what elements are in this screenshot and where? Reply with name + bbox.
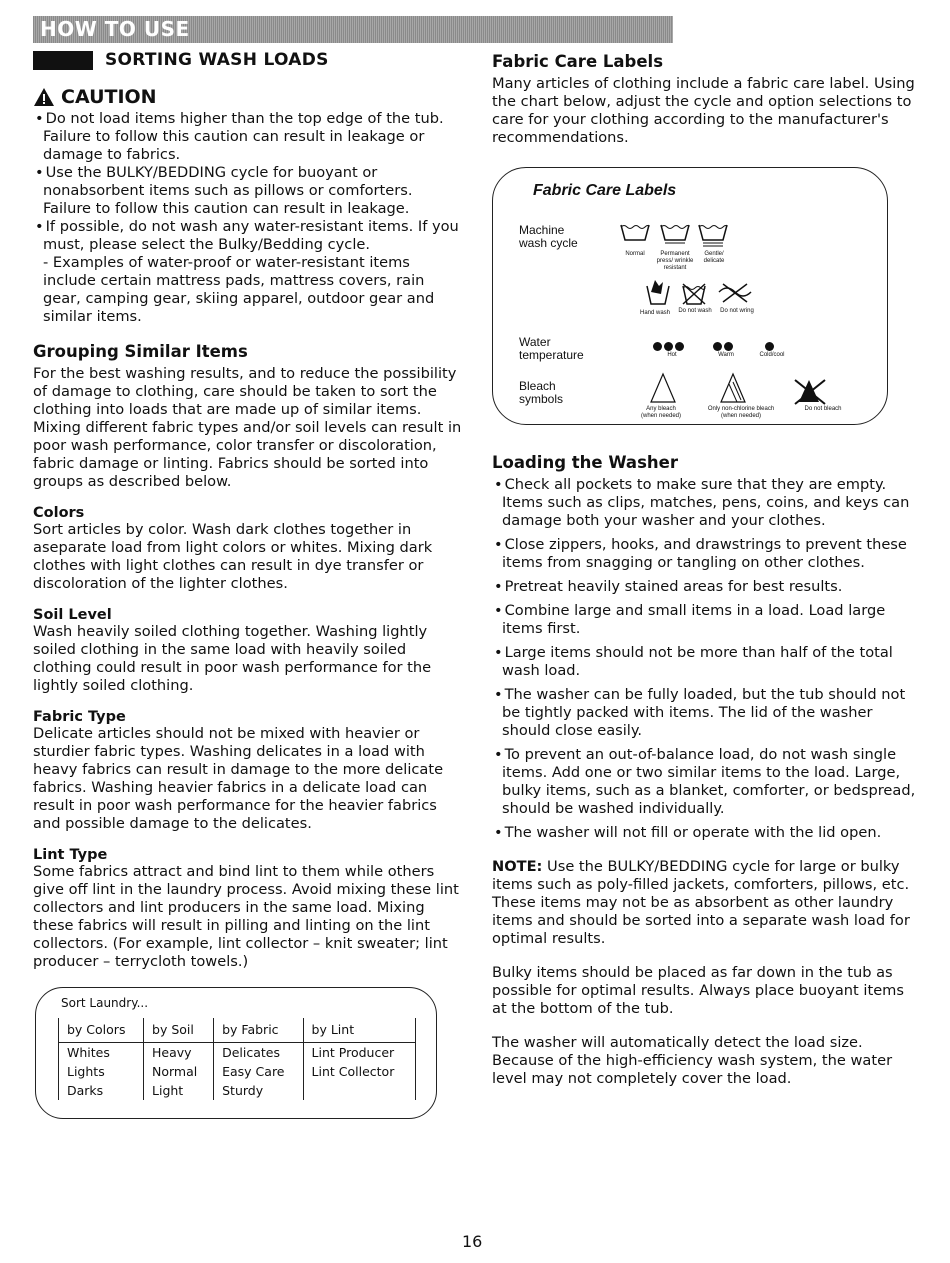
do-not-wring-label: Do not wring <box>720 308 754 314</box>
bulky-paragraph: Bulky items should be placed as far down in the tub as possible for optimal results. Always place buoyant items at the bottom of the tub. <box>492 964 904 1017</box>
table-header: by Colors <box>59 1018 144 1042</box>
temp-warm-label: Warm <box>718 352 734 358</box>
load-size-paragraph: The washer will automatically detect the load size. Because of the high-efficiency wash system, the water level may not completely cover the load. <box>492 1034 893 1087</box>
lint-text: Some fabrics attract and bind lint to them while others give off lint in the laundry process. Avoid mixing these lint collectors and lint producers in the same load. Mixing these fabrics will result in pilling and linting on the lint collectors. (For example, lint collector – knit sweater; lint producer – terrycloth towels.) <box>33 863 459 970</box>
section-header <box>33 50 463 70</box>
bleach-label: Bleach symbols <box>519 379 564 406</box>
warning-icon <box>33 87 55 107</box>
bleach-any-label: Any bleach (when needed) <box>640 406 682 419</box>
section-title: SORTING WASH LOADS <box>105 50 329 70</box>
loading-bullet: • The washer will not fill or operate with the lid open. <box>492 824 922 842</box>
care-chart-title: Fabric Care Labels <box>533 182 677 199</box>
soil-text: Wash heavily soiled clothing together. Washing lightly soiled clothing in the same load with heavily soiled clothing could result in poor wash performance for the lightly soiled clothing. <box>33 623 432 694</box>
table-cell: Lights <box>59 1062 144 1081</box>
sort-laundry-box <box>35 987 437 1119</box>
fabric-care-heading: Fabric Care Labels <box>492 52 664 71</box>
temp-cold-label: Cold/cool <box>759 352 785 358</box>
fabric-text: Delicate articles should not be mixed with heavier or sturdier fabric types. Washing delicates in a load with heavy fabrics can result in damage to the more delicate fabrics. Washing heavier fabrics in a delicate load can result in poor wash performance for the heavier fabrics and possible damage to the delicates. <box>33 725 444 832</box>
table-cell: Heavy <box>144 1042 214 1062</box>
loading-bullet: • The washer can be fully loaded, but the tub should not be tightly packed with items. The lid of the washer should close easily. <box>492 686 922 740</box>
colors-heading: Colors <box>33 505 85 521</box>
loading-bullet: • To prevent an out-of-balance load, do not wash single items. Add one or two similar items to the load. Large, bulky items, such as a blanket, comforter, or bedspread, should be washed individually. <box>492 746 922 818</box>
do-not-wash-label: Do not wash <box>678 308 712 314</box>
caution-subnote: - Examples of water-proof or water-resistant items include certain mattress pads, mattress covers, rain gear, camping gear, skiing apparel, outdoor gear and similar items. <box>43 254 435 325</box>
grouping-heading: Grouping Similar Items <box>33 342 248 361</box>
wash-tub-icon <box>619 222 729 254</box>
temp-hot-label: Hot <box>667 352 677 358</box>
table-cell: Lint Producer <box>303 1042 415 1062</box>
table-row <box>59 1062 416 1081</box>
table-cell <box>303 1081 415 1100</box>
right-column <box>492 52 922 1088</box>
table-cell: Normal <box>144 1062 214 1081</box>
caution-heading <box>33 86 463 108</box>
bleach-nonchlorine-label: Only non-chlorine bleach (when needed) <box>707 406 775 419</box>
soil-heading: Soil Level <box>33 607 112 623</box>
loading-bullet: • Large items should not be more than half of the total wash load. <box>492 644 922 680</box>
table-cell: Delicates <box>214 1042 303 1062</box>
bleach-icons <box>649 372 849 406</box>
table-cell: Easy Care <box>214 1062 303 1081</box>
colors-text: Sort articles by color. Wash dark clothes together in aseparate load from light colors or whites. Mixing dark clothes with light clothes can result in dye transfer or discoloration of the lighter clothes. <box>33 521 433 592</box>
caution-bullet: • If possible, do not wash any water-resistant items. If you must, please select the Bulky/Bedding cycle. <box>33 218 463 254</box>
wash-gentle-label: Gentle/ delicate <box>703 251 725 264</box>
table-header: by Soil <box>144 1018 214 1042</box>
note-text: Use the BULKY/BEDDING cycle for large or bulky items such as poly-filled jackets, comforters, pillows, etc. These items may not be as absorbent as other laundry items and should be sorted into a separate wash load for optimal results. <box>492 858 910 947</box>
table-cell: Darks <box>59 1081 144 1100</box>
loading-heading: Loading the Washer <box>492 453 678 472</box>
hand-wash-label: Hand wash <box>639 310 671 316</box>
table-row <box>59 1042 416 1062</box>
caution-title: CAUTION <box>61 86 157 108</box>
page-number: 16 <box>462 1232 483 1251</box>
grouping-intro: For the best washing results, and to reduce the possibility of damage to clothing, care should be taken to sort the clothing into loads that are made up of similar items. Mixing different fabric types and/or soil levels can result in poor wash performance, color transfer or discoloration, fabric damage or linting. Fabrics should be sorted into groups as described below. <box>33 365 462 490</box>
bleach-none-label: Do not bleach <box>804 406 842 412</box>
sort-caption: Sort Laundry... <box>61 996 149 1010</box>
fabric-care-text: Many articles of clothing include a fabric care label. Using the chart below, adjust the cycle and option selections to care for your clothing according to the manufacturer's recommendations. <box>492 75 915 146</box>
fabric-heading: Fabric Type <box>33 709 126 725</box>
table-cell: Lint Collector <box>303 1062 415 1081</box>
wash-cycle-label: Machine wash cycle <box>519 223 578 250</box>
table-header-row <box>59 1018 416 1042</box>
caution-bullet: • Do not load items higher than the top edge of the tub. Failure to follow this caution can result in leakage or damage to fabrics. <box>33 110 463 164</box>
table-cell: Light <box>144 1081 214 1100</box>
table-cell: Sturdy <box>214 1081 303 1100</box>
hand-wash-icons <box>643 278 753 308</box>
left-column <box>33 50 463 1119</box>
water-temp-label: Water temperature <box>519 335 584 362</box>
loading-bullet: • Check all pockets to make sure that they are empty. Items such as clips, matches, pens, coins, and keys can damage both your washer and your clothes. <box>492 476 922 530</box>
loading-bullet: • Pretreat heavily stained areas for best results. <box>492 578 922 596</box>
table-header: by Fabric <box>214 1018 303 1042</box>
loading-bullet: • Close zippers, hooks, and drawstrings to prevent these items from snagging or tangling on other clothes. <box>492 536 922 572</box>
table-header: by Lint <box>303 1018 415 1042</box>
section-bar <box>33 51 93 70</box>
wash-normal-label: Normal <box>625 251 645 257</box>
loading-bullet: • Combine large and small items in a load. Load large items first. <box>492 602 922 638</box>
fabric-care-chart <box>492 167 888 425</box>
note-paragraph <box>492 858 922 948</box>
sort-table <box>58 1018 416 1100</box>
banner-title: HOW TO USE <box>40 17 190 41</box>
caution-bullet: • Use the BULKY/BEDDING cycle for buoyant or nonabsorbent items such as pillows or comforters. Failure to follow this caution can result in leakage. <box>33 164 463 218</box>
note-label: NOTE: <box>492 858 543 875</box>
section-banner <box>33 16 673 43</box>
wash-permpress-label: Permanent press/ wrinkle resistant <box>656 251 694 271</box>
table-cell: Whites <box>59 1042 144 1062</box>
lint-heading: Lint Type <box>33 847 108 863</box>
table-row <box>59 1081 416 1100</box>
